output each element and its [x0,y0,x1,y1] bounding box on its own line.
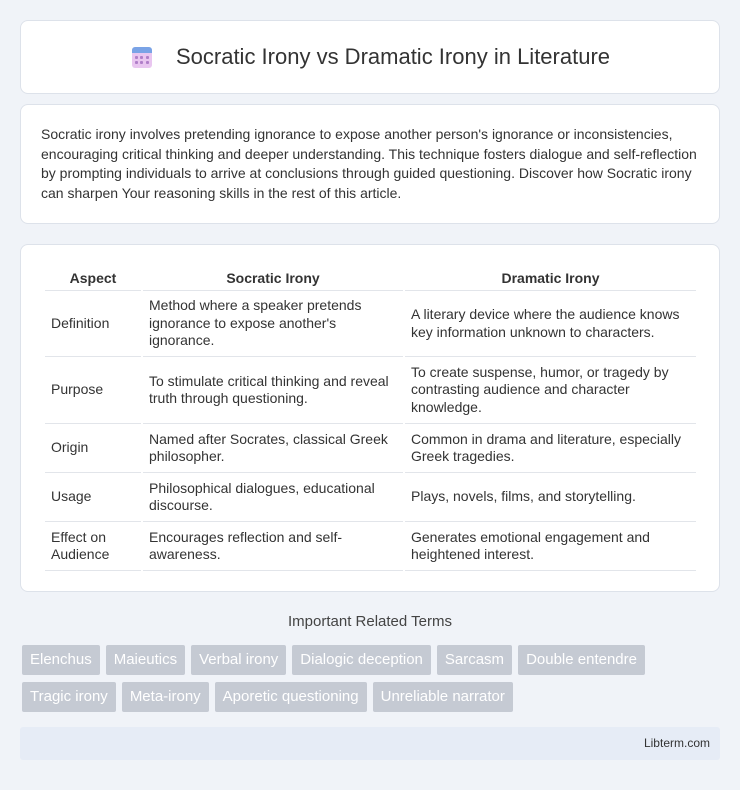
table-cell-socratic: Philosophical dialogues, educational discourse. [143,473,403,522]
tag-aporetic-questioning[interactable]: Aporetic questioning [215,682,367,712]
related-terms-title: Important Related Terms [288,613,452,630]
tag-elenchus[interactable]: Elenchus [22,645,100,675]
intro-card [20,104,720,224]
table-cell-dramatic: To create suspense, humor, or tragedy by contrasting audience and character knowledge. [405,357,696,424]
tag-verbal-irony[interactable]: Verbal irony [191,645,286,675]
tag-dialogic-deception[interactable]: Dialogic deception [292,645,431,675]
table-cell-dramatic: A literary device where the audience knows key information unknown to characters. [405,291,696,357]
table-cell-socratic: Encourages reflection and self-awareness. [143,522,403,571]
table-row [45,522,696,571]
table-row [45,291,696,357]
intro-text: Socratic irony involves pretending ignorance to expose another person's ignorance or inconsistencies, encouraging critical thinking and deeper understanding. This technique fosters dialogue and self-reflection by prompting individuals to arrive at conclusions through guided questioning. Discover how Socratic irony can sharpen Your reasoning skills in the rest of this article. [41,126,697,201]
table-cell-aspect: Usage [45,473,141,522]
table-cell-socratic: Method where a speaker pretends ignorance to expose another's ignorance. [143,291,403,357]
header [130,44,610,70]
comparison-card [20,244,720,592]
table-cell-socratic: Named after Socrates, classical Greek philosopher. [143,424,403,473]
header-aspect: Aspect [45,265,141,291]
header-socratic-irony: Socratic Irony [143,265,403,291]
tag-double-entendre[interactable]: Double entendre [518,645,645,675]
page-title: Socratic Irony vs Dramatic Irony in Literature [175,44,611,69]
table-cell-dramatic: Plays, novels, films, and storytelling. [405,473,696,522]
table-cell-aspect: Origin [45,424,141,473]
table-cell-dramatic: Generates emotional engagement and heightened interest. [405,522,696,571]
table-cell-aspect: Purpose [45,357,141,424]
comparison-table [43,265,698,571]
tag-meta-irony[interactable]: Meta-irony [122,682,209,712]
footer [20,727,720,760]
table-cell-dramatic: Common in drama and literature, especially Greek tragedies. [405,424,696,473]
tag-tragic-irony[interactable]: Tragic irony [22,682,116,712]
table-cell-socratic: To stimulate critical thinking and reveal truth through questioning. [143,357,403,424]
related-terms-list [22,645,722,712]
table-row [45,424,696,473]
table-header-row [45,265,696,291]
table-cell-aspect: Definition [45,291,141,357]
tag-maieutics[interactable]: Maieutics [106,645,185,675]
footer-site-link[interactable]: Libterm.com [643,736,710,750]
calendar-icon [130,45,154,69]
table-cell-aspect: Effect on Audience [45,522,141,571]
tag-sarcasm[interactable]: Sarcasm [437,645,512,675]
table-row [45,357,696,424]
header-card [20,20,720,94]
header-dramatic-irony: Dramatic Irony [405,265,696,291]
tag-unreliable-narrator[interactable]: Unreliable narrator [373,682,513,712]
table-row [45,473,696,522]
